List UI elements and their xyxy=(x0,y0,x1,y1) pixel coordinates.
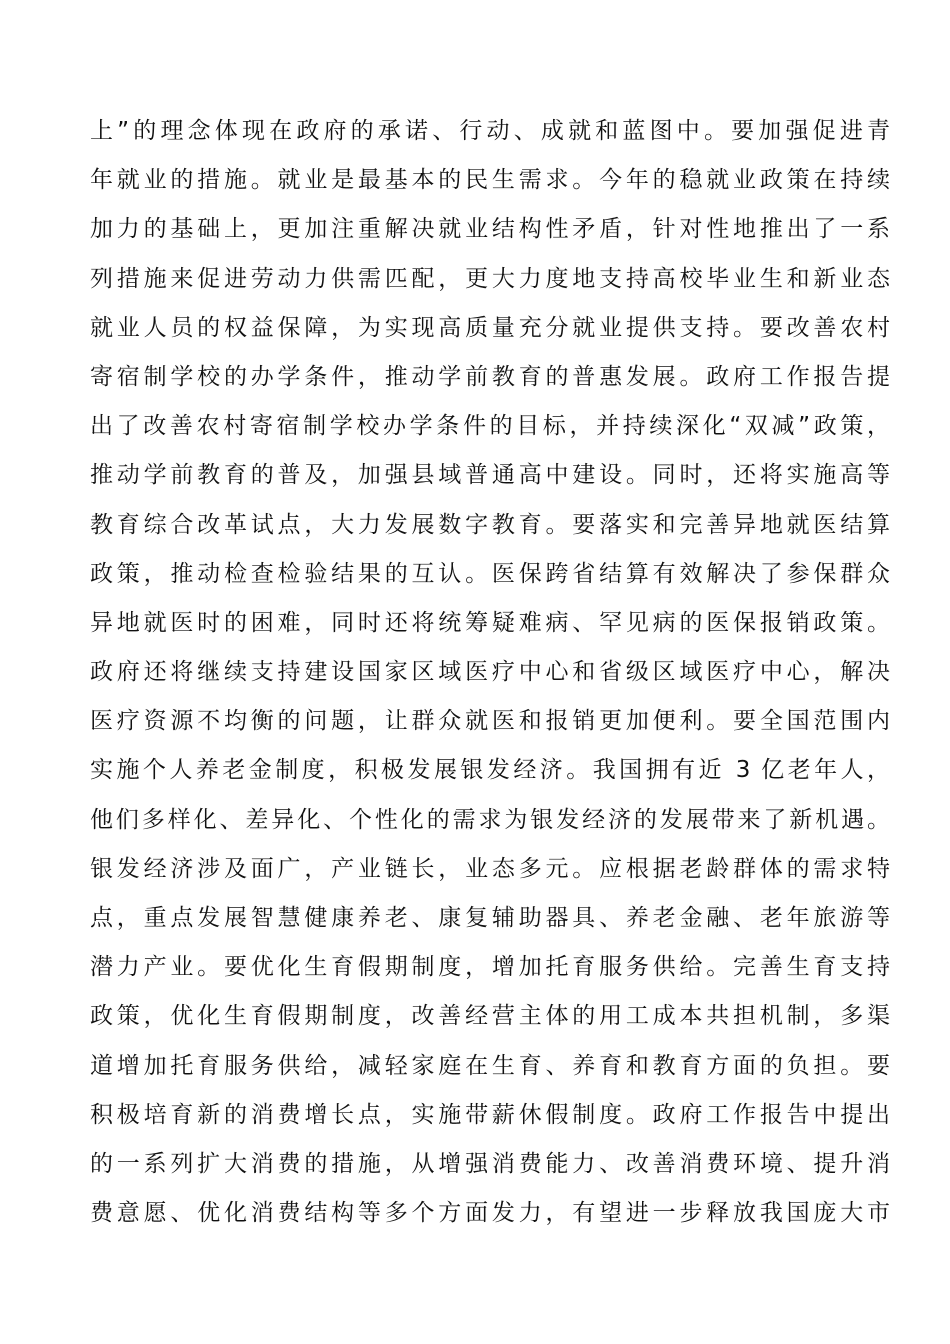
text-line: 政府还将继续支持建设国家区域医疗中心和省级区域医疗中心，解决 xyxy=(90,659,890,686)
text-line: 政策，优化生育假期制度，改善经营主体的用工成本共担机制，多渠 xyxy=(90,1003,890,1030)
text-line: 加力的基础上，更加注重解决就业结构性矛盾，针对性地推出了一系 xyxy=(90,216,890,243)
text-line: 就业人员的权益保障，为实现高质量充分就业提供支持。要改善农村 xyxy=(90,314,890,341)
body-text xyxy=(90,107,890,1238)
text-line: 寄宿制学校的办学条件，推动学前教育的普惠发展。政府工作报告提 xyxy=(90,363,890,390)
text-line: 教育综合改革试点，大力发展数字教育。要落实和完善异地就医结算 xyxy=(90,511,890,538)
text-line: 的一系列扩大消费的措施，从增强消费能力、改善消费环境、提升消 xyxy=(90,1150,890,1177)
text-line: 推动学前教育的普及，加强县域普通高中建设。同时，还将实施高等 xyxy=(90,462,890,489)
text-line: 潜力产业。要优化生育假期制度，增加托育服务供给。完善生育支持 xyxy=(90,954,890,981)
text-line: 出了改善农村寄宿制学校办学条件的目标，并持续深化“双减”政策， xyxy=(90,413,890,440)
text-line: 银发经济涉及面广，产业链长，业态多元。应根据老龄群体的需求特 xyxy=(90,855,890,882)
text-line: 上”的理念体现在政府的承诺、行动、成就和蓝图中。要加强促进青 xyxy=(90,118,890,144)
text-line: 医疗资源不均衡的问题，让群众就医和报销更加便利。要全国范围内 xyxy=(90,708,890,735)
text-line: 费意愿、优化消费结构等多个方面发力，有望进一步释放我国庞大市 xyxy=(90,1200,890,1227)
text-line: 积极培育新的消费增长点，实施带薪休假制度。政府工作报告中提出 xyxy=(90,1101,890,1128)
text-line: 道增加托育服务供给，减轻家庭在生育、养育和教育方面的负担。要 xyxy=(90,1052,890,1079)
text-line: 政策，推动检查检验结果的互认。医保跨省结算有效解决了参保群众 xyxy=(90,560,890,587)
text-line: 他们多样化、差异化、个性化的需求为银发经济的发展带来了新机遇。 xyxy=(90,806,890,833)
text-line: 实施个人养老金制度，积极发展银发经济。我国拥有近 3 亿老年人， xyxy=(90,757,890,784)
text-line: 点，重点发展智慧健康养老、康复辅助器具、养老金融、老年旅游等 xyxy=(90,905,890,931)
text-line: 年就业的措施。就业是最基本的民生需求。今年的稳就业政策在持续 xyxy=(90,167,890,194)
text-line: 异地就医时的困难，同时还将统筹疑难病、罕见病的医保报销政策。 xyxy=(90,609,890,636)
text-line: 列措施来促进劳动力供需匹配，更大力度地支持高校毕业生和新业态 xyxy=(90,265,890,292)
